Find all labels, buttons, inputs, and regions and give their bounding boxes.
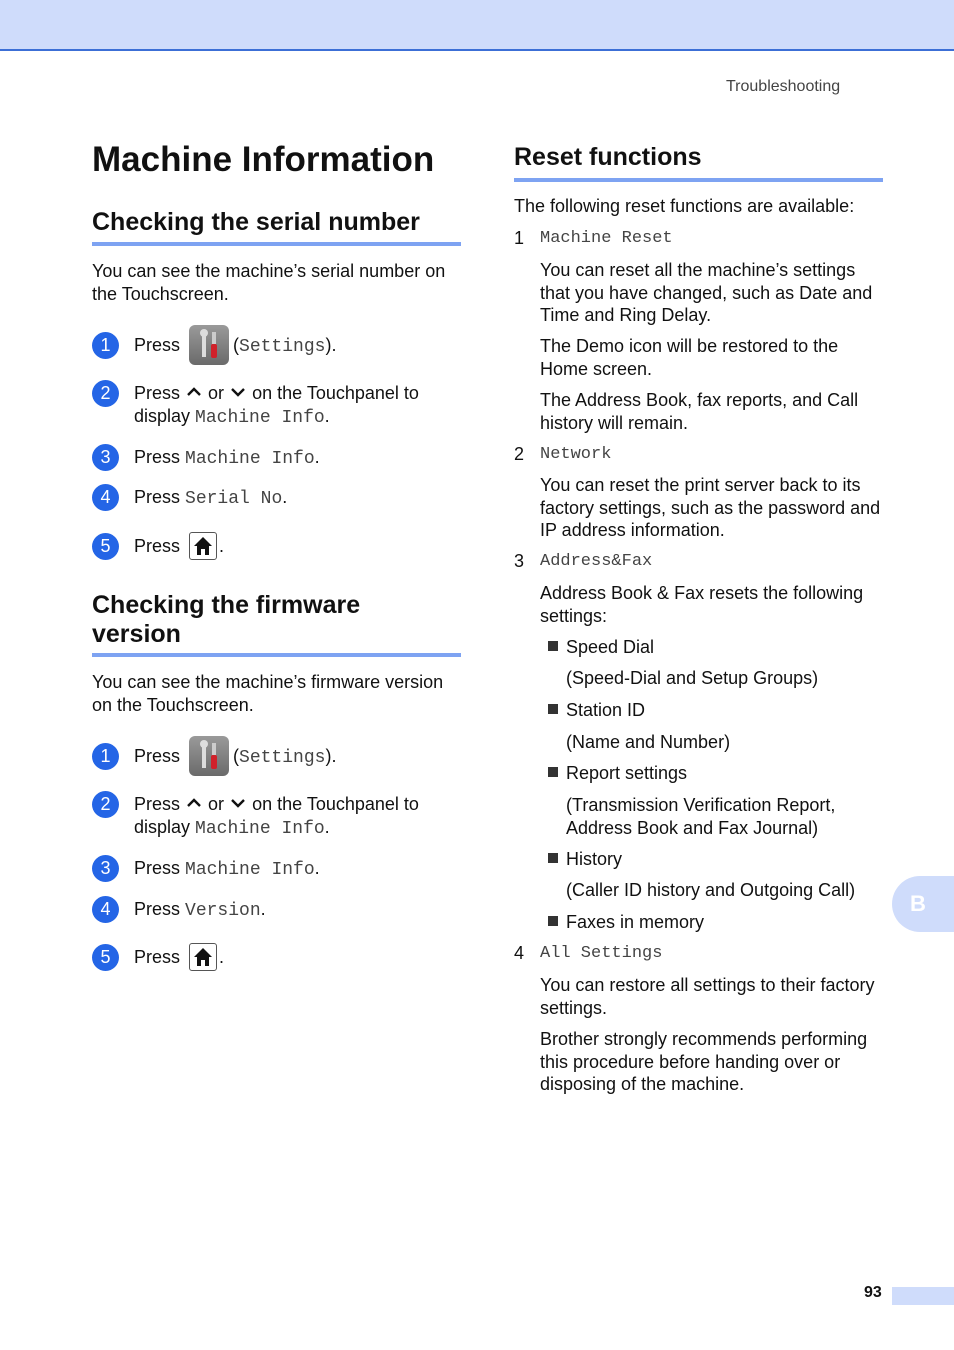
step-number-badge: 5 <box>92 533 119 560</box>
chevron-up-icon[interactable] <box>187 798 201 808</box>
firmware-heading-rule <box>92 653 461 657</box>
step-number-badge: 4 <box>92 484 119 511</box>
reset-item-code: Machine Reset <box>540 229 673 248</box>
reset-item-text: You can restore all settings to their factory settings. <box>540 975 875 1018</box>
step-number-badge: 5 <box>92 944 119 971</box>
reset-item-code: Address&Fax <box>540 552 653 571</box>
bullet-square <box>548 704 558 714</box>
step-text: Press or on the Touchpanel to display Machine Info. <box>134 794 419 839</box>
reset-heading: Reset functions <box>514 143 702 171</box>
chevron-down-icon[interactable] <box>231 387 245 397</box>
step-text: Press or on the Touchpanel to display Machine Info. <box>134 383 419 428</box>
reset-item-text: Address Book & Fax resets the following settings: <box>540 583 864 626</box>
reset-heading-rule <box>514 178 883 182</box>
step-number-badge: 3 <box>92 444 119 471</box>
serial-intro: You can see the machine’s serial number on the Touchscreen. <box>92 261 446 304</box>
bullet-square <box>548 641 558 651</box>
reset-item-text: You can reset all the machine’s settings that you have changed, such as Date and Time and Ring Delay. <box>540 260 873 325</box>
home-icon[interactable] <box>189 532 217 560</box>
step-text: Press (Settings). <box>134 334 464 359</box>
running-header: Troubleshooting <box>726 78 841 95</box>
bullet-note: (Speed-Dial and Setup Groups) <box>566 668 819 688</box>
reset-item-number: 2 <box>514 444 525 464</box>
step-number-badge: 4 <box>92 896 119 923</box>
bullet-note: (Name and Number) <box>566 732 731 752</box>
firmware-intro: You can see the machine’s firmware version on the Touchscreen. <box>92 672 444 715</box>
reset-item-text: The Demo icon will be restored to the Home screen. <box>540 336 839 379</box>
top-color-band <box>0 0 954 51</box>
step-text: Press Version. <box>134 899 266 921</box>
step-number-badge: 3 <box>92 855 119 882</box>
step-text: Press (Settings). <box>134 745 464 770</box>
footer-color-bar <box>892 1287 954 1305</box>
bullet-label: Faxes in memory <box>566 912 705 932</box>
reset-item-text: Brother strongly recommends performing this procedure before handing over or disposing of the machine. <box>540 1029 868 1094</box>
step-number-badge: 2 <box>92 380 119 407</box>
reset-item-text: You can reset the print server back to its factory settings, such as the password and IP address information. <box>540 475 881 540</box>
bullet-note: (Transmission Verification Report, Address Book and Fax Journal) <box>566 795 836 838</box>
firmware-heading: Checking the firmware version <box>92 591 361 648</box>
step-number-badge: 1 <box>92 332 119 359</box>
bullet-label: Station ID <box>566 700 646 720</box>
appendix-side-tab[interactable]: B <box>892 876 954 932</box>
step-text: Press . <box>134 535 464 558</box>
bullet-square <box>548 853 558 863</box>
settings-tools-icon[interactable] <box>189 325 229 365</box>
page-number: 93 <box>864 1284 882 1301</box>
step-number-badge: 1 <box>92 743 119 770</box>
page-title: Machine Information <box>92 140 435 179</box>
bullet-square <box>548 767 558 777</box>
reset-item-code: Network <box>540 445 612 464</box>
bullet-label: History <box>566 849 623 869</box>
step-text: Press Serial No. <box>134 487 288 509</box>
reset-item-number: 1 <box>514 228 525 248</box>
reset-item-text: The Address Book, fax reports, and Call history will remain. <box>540 390 859 433</box>
home-icon[interactable] <box>189 943 217 971</box>
bullet-note: (Caller ID history and Outgoing Call) <box>566 880 856 900</box>
serial-heading-rule <box>92 242 461 246</box>
reset-intro: The following reset functions are available: <box>514 196 855 216</box>
reset-item-number: 4 <box>514 943 525 963</box>
serial-heading: Checking the serial number <box>92 208 420 236</box>
chevron-down-icon[interactable] <box>231 798 245 808</box>
settings-tools-icon[interactable] <box>189 736 229 776</box>
step-text: Press Machine Info. <box>134 447 320 469</box>
bullet-label: Speed Dial <box>566 637 655 657</box>
reset-item-code: All Settings <box>540 944 663 963</box>
bullet-square <box>548 916 558 926</box>
bullet-label: Report settings <box>566 763 688 783</box>
step-number-badge: 2 <box>92 791 119 818</box>
step-text: Press . <box>134 946 464 969</box>
step-text: Press Machine Info. <box>134 858 320 880</box>
reset-item-number: 3 <box>514 551 525 571</box>
chevron-up-icon[interactable] <box>187 387 201 397</box>
